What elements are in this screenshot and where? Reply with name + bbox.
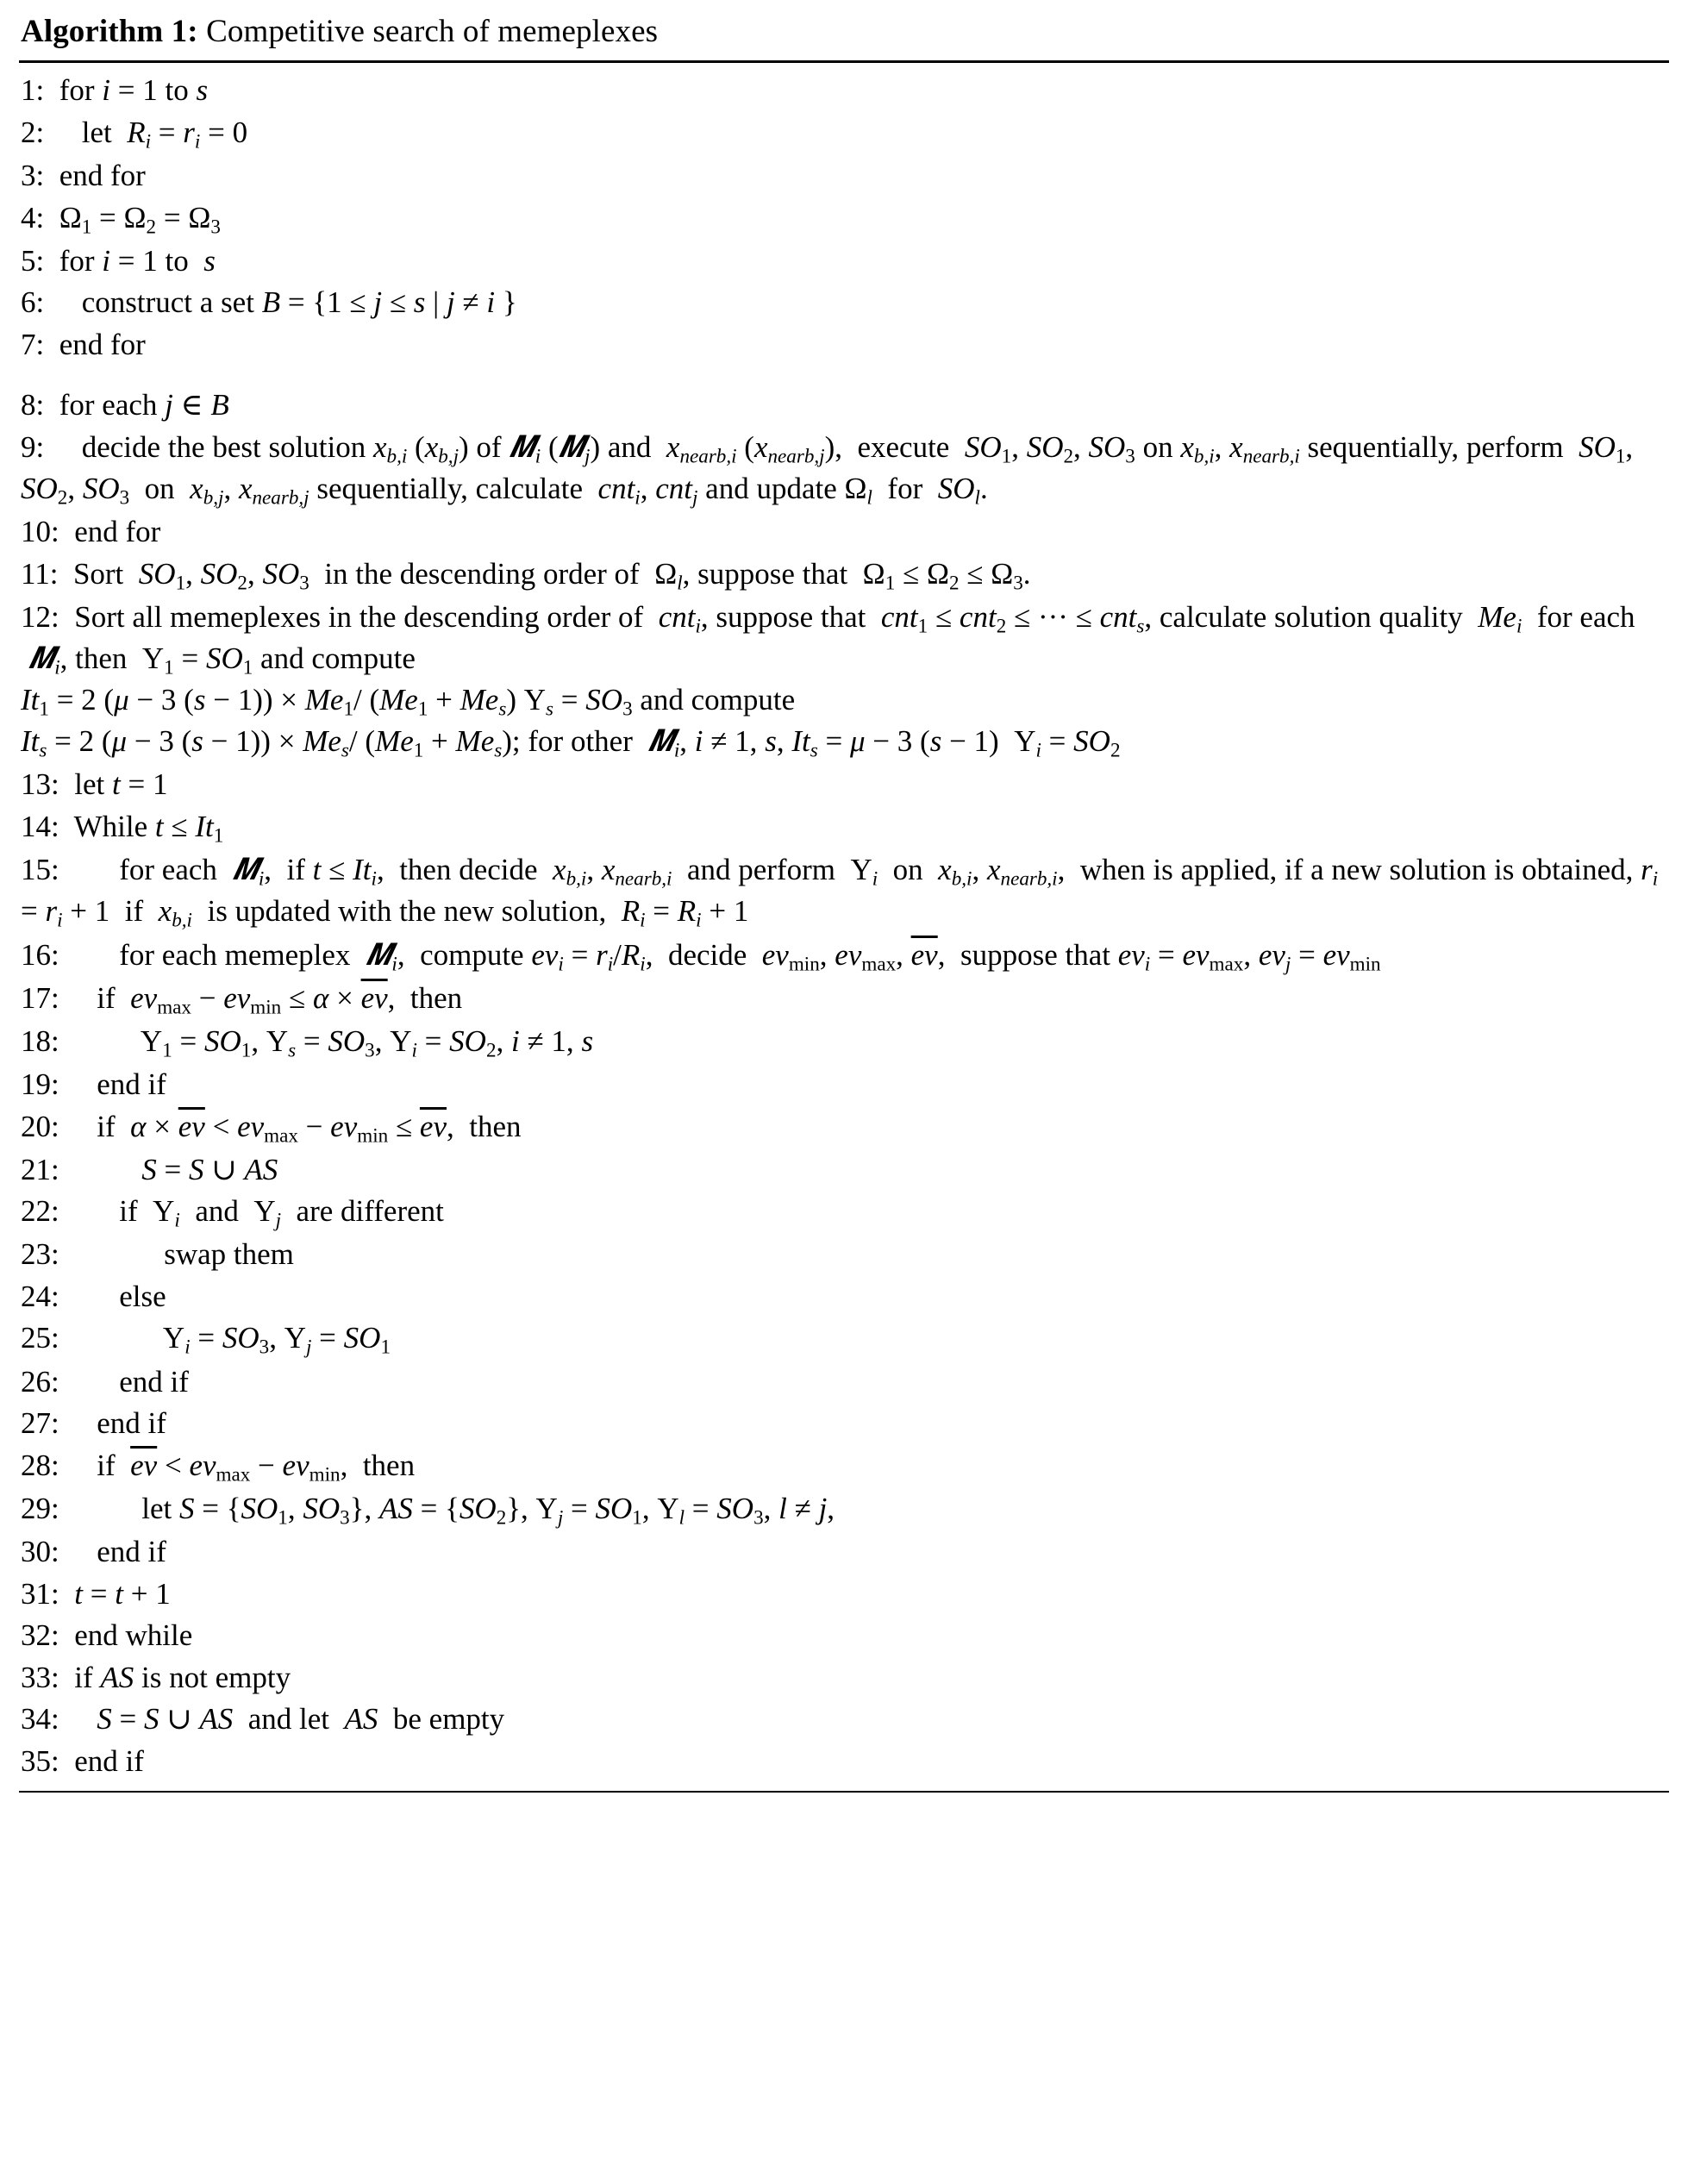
algorithm-line: 34: S = S ∪ AS and let AS be empty: [21, 1702, 505, 1737]
algorithm-line: 7: end for: [21, 327, 146, 361]
algorithm-line: 22: if $\Upsilon_i$ and $\Upsilon_j$ are different: [21, 1194, 444, 1231]
algorithm-line: 26: end if: [21, 1364, 189, 1399]
algorithm-line: 4: $\Omega_1 = \Omega_2 = \Omega_3$: [21, 200, 221, 237]
algorithm-line: 6: construct a set B = {1 ≤ j ≤ s | j ≠ i }: [21, 285, 517, 320]
algorithm-line: 2: let $R_i = r_i = 0$: [21, 115, 248, 153]
algorithm-line: 28: if $\overline{ev} < ev_{max} - ev_{min}$, then: [21, 1448, 416, 1486]
algorithm-line: 25: $\Upsilon_i = SO_3$, $\Upsilon_j = SO_1$: [21, 1321, 391, 1358]
algorithm-steps: [19, 63, 1669, 1787]
algorithm-line: 35: end if: [21, 1743, 144, 1778]
algorithm-line: 1: for i = 1 to s: [21, 73, 209, 108]
algorithm-line: 21: S = S ∪ AS: [21, 1152, 278, 1186]
algorithm-line: 10: end for: [21, 515, 161, 549]
algorithm-line: 8: for each j ∈ B: [21, 388, 229, 422]
bottom-rule: [19, 1791, 1669, 1793]
algorithm-line: 14: While $t \le It_1$: [21, 810, 224, 847]
algorithm-line: 23: swap them: [21, 1237, 294, 1272]
algorithm-line: 11: Sort $SO_1$, $SO_2$, $SO_3$ in the descending order of $\Omega_l$, suppose that $\Omega_1 \le \Omega_2 \le \Omega_3$.: [21, 556, 1031, 594]
algorithm-line: 33: if AS is not empty: [21, 1660, 291, 1694]
algorithm-line: 13: let t = 1: [21, 767, 168, 802]
algorithm-line: 12: Sort all memeplexes in the descending order of cnt$_i$, suppose that cnt$_1$ ≤ cnt$_2$ ≤ ··· ≤ cnt$_s$, calculate solution quality $Me_i$ for each 𝑴$_i$, then $\Upsilon_1 = SO_1$ and compute $It_1 = 2$ (μ − 3 $(s - 1)) \times Me_1/$ $(Me_1 + Me_s) \Upsilon_s = SO_3$ and compute $It_s = 2$ (μ − 3 $(s - 1)) \times Me_s/$ $(Me_1 + Me_s)$; for other 𝑴$_i$, i ≠ 1, s, $It_s = \mu - 3$ (s − 1) $\Upsilon_i = SO_2$: [21, 599, 1635, 761]
algorithm-line: 24: else: [21, 1279, 166, 1313]
algorithm-line: 27: end if: [21, 1406, 166, 1441]
algorithm-line: 29: let $S = \{SO_1$, $SO_3$}, AS = $\{SO_2\}$, $\Upsilon_j = SO_1$, $\Upsilon_l = SO_3$, l ≠ j,: [21, 1491, 835, 1529]
algorithm-line: 18: $\Upsilon_1 = SO_1$, $\Upsilon_s = SO_3$, $\Upsilon_i = SO_2$, i ≠ 1, s: [21, 1023, 594, 1061]
algorithm-line: 15: for each 𝑴$_i$, if $t \le It_i$, then decide $x_{b,i}$, $x_{nearb,i}$ and perform $\Upsilon_i$ on $x_{b,i}$, $x_{nearb,i}$, when is applied, if a new solution is obtained, $r_i = r_i + 1$ if $x_{b,i}$ is updated with the new solution, $R_i = R_i + 1$: [21, 853, 1659, 931]
algorithm-line: 32: end while: [21, 1618, 193, 1653]
algorithm-line: 19: end if: [21, 1067, 166, 1101]
algorithm-line: 9: decide the best solution $x_{b,i}$ $(x_{b,j})$ of 𝑴$_i$ (𝑴$_j$) and $x_{nearb,i}$ $(x_{nearb,j})$, execute $SO_1$, $SO_2$, $SO_3$ on $x_{b,i}$, $x_{nearb,i}$ sequentially, perform $SO_1$, $SO_2$, $SO_3$ on $x_{b,j}$, $x_{nearb,j}$ sequentially, calculate cnt$_i$, cnt$_j$ and update $\Omega_l$ for $SO_l$.: [21, 429, 1634, 509]
algorithm-line: 3: end for: [21, 158, 146, 192]
algorithm-label: Algorithm 1:: [21, 14, 198, 49]
algorithm-line: 20: if $\alpha \times \overline{ev} < ev_{max} - ev_{min} \le \overline{ev}$, then: [21, 1109, 522, 1146]
algorithm-title: Competitive search of memeplexes: [206, 14, 659, 49]
algorithm-line: 31: t = t + 1: [21, 1576, 171, 1611]
algorithm-line: 17: if $ev_{max} - ev_{min} \le \alpha \times \overline{ev}$, then: [21, 980, 463, 1018]
algorithm-line: 16: for each memeplex 𝑴$_i$, compute $ev_i = r_i/R_i$, decide $ev_{min}$, $ev_{max}$, $\overline{ev}$, suppose that $ev_i = ev_{max}$, $ev_j = ev_{min}$: [21, 937, 1381, 974]
algorithm-caption: [19, 9, 1669, 60]
algorithm-line: 5: for i = 1 to s: [21, 243, 216, 278]
algorithm-line: 30: end if: [21, 1535, 166, 1569]
